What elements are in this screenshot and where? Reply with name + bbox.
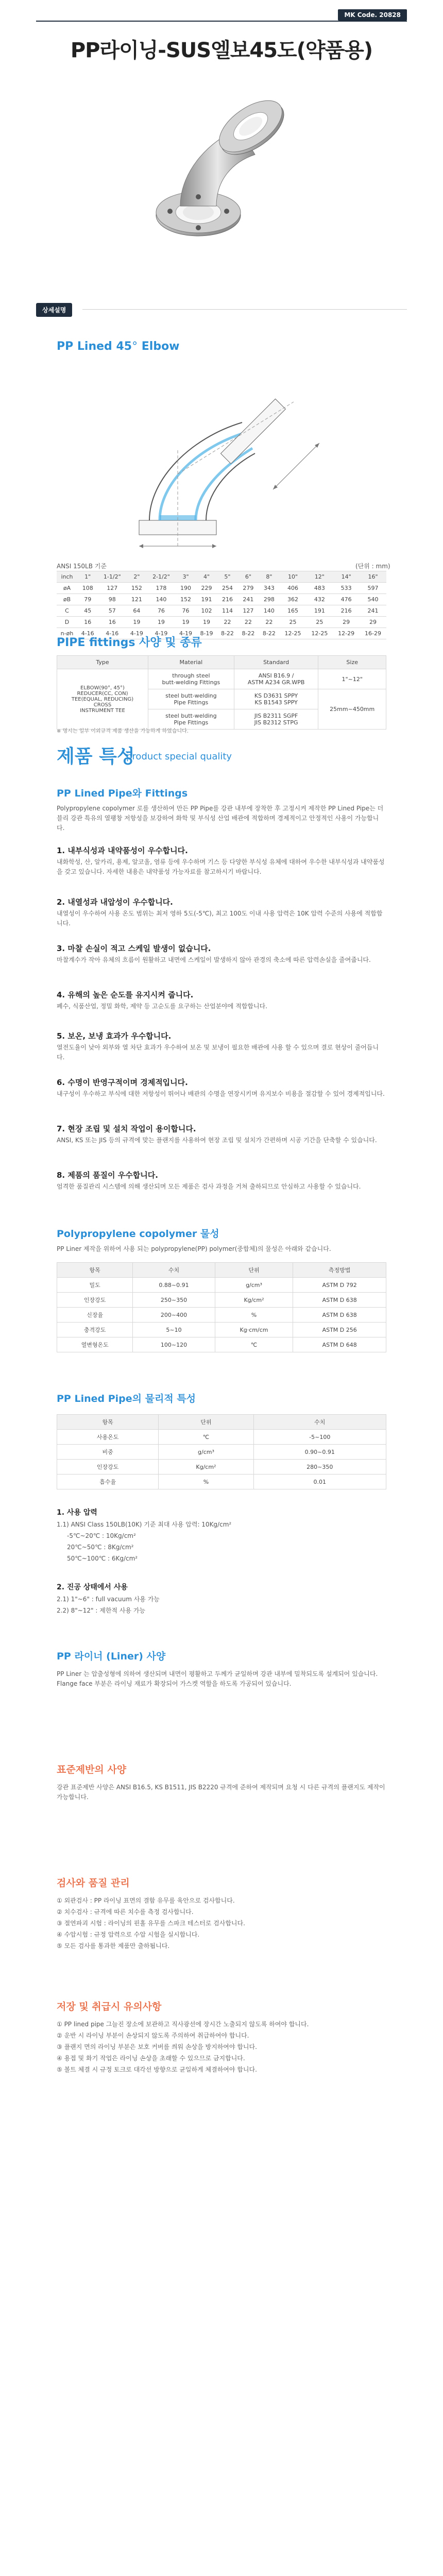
table-cell: g/cm³ — [215, 1278, 293, 1293]
feature-text: 마찰계수가 작아 유체의 흐름이 원활하고 내면에 스케일이 발생하지 않아 관경의 축소에 따른 압력손실을 줄여줍니다. — [57, 956, 371, 963]
table-cell: 79 — [77, 594, 98, 605]
mk-code-badge: MK Code. 20828 — [338, 9, 407, 21]
dimension-table — [57, 571, 386, 639]
table-cell: 229 — [196, 583, 217, 594]
table-header-cell: 12" — [306, 571, 333, 583]
vacuum-line: 2.1) 1"~6" : full vacuum 사용 가능 — [57, 1596, 160, 1603]
inspection-heading: 검사와 품질 관리 — [57, 1877, 130, 1889]
table-cell: 8-22 — [217, 628, 237, 639]
table-header-cell: 항목 — [57, 1263, 133, 1278]
table-row — [57, 669, 386, 689]
table-cell: ℃ — [159, 1430, 253, 1445]
table-cell: ASTM D 256 — [293, 1323, 386, 1337]
table-header-cell: 5" — [217, 571, 237, 583]
pp-copolymer-table — [57, 1262, 386, 1352]
table-cell: 사용온도 — [57, 1430, 159, 1445]
table-cell: ASTM D 648 — [293, 1337, 386, 1352]
table-row — [57, 605, 386, 617]
table-header-cell: 10" — [280, 571, 306, 583]
elbow-heading — [57, 340, 180, 353]
table-cell: 29 — [333, 617, 360, 628]
pp-copolymer-text: PP Liner 제작을 위하여 사용 되는 polypropylene(PP) polymer(중합체)의 물성은 아래와 같습니다. — [57, 1245, 331, 1252]
table-cell: 16 — [77, 617, 98, 628]
table-cell: 121 — [126, 594, 147, 605]
table-cell: -5~100 — [253, 1430, 386, 1445]
table-cell: 241 — [360, 605, 386, 617]
feature-title: 8. 제품의 품질이 우수합니다. — [57, 1171, 158, 1180]
table-cell: 241 — [238, 594, 259, 605]
table-cell: 298 — [259, 594, 279, 605]
table-row — [57, 594, 386, 605]
table-cell: 8-22 — [259, 628, 279, 639]
inspection-line: ⑤ 모든 검사를 통과한 제품만 출하됩니다. — [57, 1942, 170, 1950]
table-cell: 16-29 — [360, 628, 386, 639]
standard-text: 강관 표준제반 사양은 ANSI B16.5, KS B1511, JIS B2220 규격에 준하여 제작되며 요청 시 다른 규격의 플랜지도 제작이 가능합니다. — [57, 1784, 385, 1801]
storage-line: ① PP lined pipe 그늘진 장소에 보관하고 직사광선에 장시간 노출되지 않도록 하여야 합니다. — [57, 2021, 309, 2028]
table-cell: 108 — [77, 583, 98, 594]
table-row — [57, 1278, 386, 1293]
table-cell: 102 — [196, 605, 217, 617]
table-cell: 279 — [238, 583, 259, 594]
table-cell: 476 — [333, 594, 360, 605]
table-cell: 483 — [306, 583, 333, 594]
table-cell: 432 — [306, 594, 333, 605]
table-cell: 19 — [147, 617, 176, 628]
table-cell: 0.88~0.91 — [133, 1278, 215, 1293]
table-row — [57, 1308, 386, 1323]
table-row — [57, 617, 386, 628]
feature-title: 5. 보온, 보냉 효과가 우수합니다. — [57, 1031, 172, 1041]
product-hero-image — [149, 77, 294, 247]
storage-line: ④ 용접 및 화기 작업은 라이닝 손상을 초래할 수 있으므로 금지합니다. — [57, 2055, 245, 2062]
standard-heading: 표준제반의 사양 — [57, 1764, 127, 1775]
table-cell: n-øh — [57, 628, 77, 639]
table-cell: 인장강도 — [57, 1293, 133, 1308]
table-cell: 114 — [217, 605, 237, 617]
table-cell: 254 — [217, 583, 237, 594]
table-header-cell: Type — [57, 656, 148, 669]
table-row — [57, 1323, 386, 1337]
table-cell: steel butt-welding Pipe Fittings — [148, 709, 234, 730]
table-cell: ASTM D 792 — [293, 1278, 386, 1293]
pipe-fittings-heading: PIPE fittings 사양 및 종류 — [57, 636, 202, 649]
table-cell: 100~120 — [133, 1337, 215, 1352]
table-cell: 152 — [126, 583, 147, 594]
table-row — [57, 1293, 386, 1308]
dimension-table-caption: ANSI 150LB 기준 — [57, 563, 107, 570]
pipe-fittings-table — [57, 655, 386, 730]
pp-liner-text: PP Liner 는 압출성형에 의하여 생산되며 내면이 평활하고 두께가 균일하며 강관 내부에 밀착되도록 설계되어 있습니다. Flange face 부분은 라이닝 재료가 확장되어 가스켓 역할을 하도록 가공되어 있습니다. — [57, 1670, 378, 1687]
table-header-cell: 단위 — [215, 1263, 293, 1278]
table-header-cell: 수치 — [133, 1263, 215, 1278]
vacuum-heading: 2. 진공 상태에서 사용 — [57, 1583, 128, 1591]
vacuum-line: 2.2) 8"~12" : 제한적 사용 가능 — [57, 1607, 146, 1614]
table-cell: 140 — [259, 605, 279, 617]
feature-title: 3. 마찰 손실이 적고 스케일 발생이 없습니다. — [57, 944, 211, 953]
table-cell: 5~10 — [133, 1323, 215, 1337]
table-cell: ASTM D 638 — [293, 1293, 386, 1308]
pipe-fittings-table-header — [57, 656, 386, 669]
table-cell: 57 — [98, 605, 126, 617]
table-cell: øA — [57, 583, 77, 594]
table-cell: 22 — [238, 617, 259, 628]
table-cell: 8-22 — [238, 628, 259, 639]
table-header-cell: 측정방법 — [293, 1263, 386, 1278]
header-divider — [36, 21, 407, 22]
table-row — [57, 1337, 386, 1352]
table-cell: 1"~12" — [318, 669, 386, 689]
table-header-cell: 8" — [259, 571, 279, 583]
storage-line: ③ 플랜지 면의 라이닝 부분은 보호 커버를 씌워 손상을 방지하여야 합니다. — [57, 2043, 257, 2050]
table-cell: 165 — [280, 605, 306, 617]
pressure-line: 20℃~50℃ : 8Kg/cm² — [67, 1544, 134, 1551]
table-cell: ANSI B16.9 / ASTM A234 GR.WPB — [234, 669, 318, 689]
table-cell: 19 — [126, 617, 147, 628]
table-cell: 29 — [360, 617, 386, 628]
dimension-table-header — [57, 571, 386, 583]
feature-title: 4. 유해의 높은 순도를 유지시켜 줍니다. — [57, 990, 194, 999]
table-cell: C — [57, 605, 77, 617]
table-cell: g/cm³ — [159, 1445, 253, 1460]
table-cell: 비중 — [57, 1445, 159, 1460]
features-heading-en: product special quality — [126, 751, 232, 762]
table-row — [57, 1445, 386, 1460]
table-header-cell: 16" — [360, 571, 386, 583]
table-cell: 362 — [280, 594, 306, 605]
table-header-cell: inch — [57, 571, 77, 583]
elbow-heading-prefix: PP Lined 45 — [57, 340, 132, 353]
table-row — [57, 1460, 386, 1475]
table-cell: 64 — [126, 605, 147, 617]
table-row — [57, 1430, 386, 1445]
table-header-cell: 1-1/2" — [98, 571, 126, 583]
table-row — [57, 1475, 386, 1489]
feature-text: 내열성이 우수하여 사용 온도 범위는 최저 영하 5도(-5℃), 최고 100도 이내 사용 압력은 10K 압력 수준의 사용에 적합합니다. — [57, 910, 383, 927]
table-header-cell: Standard — [234, 656, 318, 669]
storage-line: ⑤ 볼트 체결 시 규정 토크로 대각선 방향으로 균일하게 체결하여야 합니다. — [57, 2066, 257, 2073]
table-cell: 8-19 — [196, 628, 217, 639]
table-cell: 140 — [147, 594, 176, 605]
pressure-heading: 1. 사용 압력 — [57, 1509, 97, 1517]
feature-text: 열전도율이 낮아 외부와 열 차단 효과가 우수하여 보온 및 보냉이 필요한 배관에 사용 할 수 있으며 결로 현상이 줄어듭니다. — [57, 1044, 379, 1061]
table-cell: øB — [57, 594, 77, 605]
table-cell: 343 — [259, 583, 279, 594]
table-header-cell: Size — [318, 656, 386, 669]
feature-title: 6. 수명이 반영구적이며 경제적입니다. — [57, 1078, 188, 1087]
feature-text: 내화학성, 산, 알카리, 용제, 알코올, 염류 등에 우수하며 기스 등 다양한 부식성 유체에 대하여 우수한 내부식성과 내약품성을 갖고 있습니다. 자세한 내용은 내약품성 가능자료를 참고하시기 바랍니다. — [57, 858, 385, 875]
table-cell: 250~350 — [133, 1293, 215, 1308]
table-cell: 4-19 — [147, 628, 176, 639]
table-cell: 178 — [147, 583, 176, 594]
table-cell: Kg/cm² — [159, 1460, 253, 1475]
table-cell: Kg/cm² — [215, 1293, 293, 1308]
table-header-cell: 2-1/2" — [147, 571, 176, 583]
table-cell: 200~400 — [133, 1308, 215, 1323]
table-cell: 12-25 — [306, 628, 333, 639]
table-cell: 19 — [175, 617, 196, 628]
table-cell: D — [57, 617, 77, 628]
pp-copolymer-heading: Polypropylene copolymer 물성 — [57, 1228, 219, 1240]
table-cell: 98 — [98, 594, 126, 605]
table-cell: % — [215, 1308, 293, 1323]
pp-lined-properties-table-header — [57, 1415, 386, 1430]
feature-text: ANSI, KS 또는 JIS 등의 규격에 맞는 플랜지를 사용하여 현장 조립 및 설치가 간편하며 시공 기간을 단축할 수 있습니다. — [57, 1137, 377, 1144]
table-cell: KS D3631 SPPY KS B1543 SPPY — [234, 689, 318, 709]
table-header-cell: 2" — [126, 571, 147, 583]
table-cell: 열변형온도 — [57, 1337, 133, 1352]
table-cell: steel butt-welding Pipe Fittings — [148, 689, 234, 709]
table-cell: 280~350 — [253, 1460, 386, 1475]
table-cell: 45 — [77, 605, 98, 617]
table-cell: 76 — [147, 605, 176, 617]
table-cell: 22 — [217, 617, 237, 628]
feature-title: 1. 내부식성과 내약품성이 우수합니다. — [57, 846, 188, 855]
table-cell: 19 — [196, 617, 217, 628]
table-cell: through steel butt-welding Fittings — [148, 669, 234, 689]
table-header-cell: 6" — [238, 571, 259, 583]
table-cell: 191 — [196, 594, 217, 605]
pipe-fittings-note: ※ 명시는 일부 이외규격 제품 생산을 가능하게 하였습니다. — [57, 728, 189, 734]
table-cell: 25mm~450mm — [318, 689, 386, 730]
table-header-cell: 1" — [77, 571, 98, 583]
page-title: PP라이닝-SUS엘보45도(약품용) — [70, 39, 373, 62]
pp-lined-intro-text: Polypropylene copolymer 로를 생산하여 만든 PP Pipe를 강관 내부에 장착한 후 고정시켜 제작한 PP Lined Pipe는 더블리 강관 특유의 열팽창 저항성을 보강하여 화학 및 부식성 산업 배관에 적합하며 경제적이고 안정적인 사용이 가능합니다. — [57, 805, 384, 832]
pp-copolymer-table-header — [57, 1263, 386, 1278]
table-header-cell: 수치 — [253, 1415, 386, 1430]
table-cell: 191 — [306, 605, 333, 617]
pp-lined-properties-table — [57, 1414, 386, 1489]
elbow-dimension-drawing — [77, 371, 366, 562]
table-cell: 16 — [98, 617, 126, 628]
table-cell: JIS B2311 SGPF JIS B2312 STPG — [234, 709, 318, 730]
table-header-cell: 4" — [196, 571, 217, 583]
table-cell: ELBOW(90°, 45°) REDUCER(CC, CON) TEE(EQUAL, REDUCING) CROSS INSTRUMENT TEE — [57, 669, 148, 730]
table-cell: 충격강도 — [57, 1323, 133, 1337]
pressure-line: 50℃~100℃ : 6Kg/cm² — [67, 1555, 138, 1562]
inspection-line: ② 치수검사 : 규격에 따른 치수를 측정 검사합니다. — [57, 1908, 194, 1916]
table-header-cell: Material — [148, 656, 234, 669]
table-cell: 406 — [280, 583, 306, 594]
table-header-cell: 항목 — [57, 1415, 159, 1430]
table-cell: 0.01 — [253, 1475, 386, 1489]
table-cell: 밀도 — [57, 1278, 133, 1293]
feature-title: 2. 내열성과 내압성이 우수합니다. — [57, 897, 173, 907]
storage-line: ② 운반 시 라이닝 부분이 손상되지 않도록 주의하여 취급하여야 합니다. — [57, 2032, 249, 2039]
table-cell: 152 — [175, 594, 196, 605]
table-row — [57, 583, 386, 594]
table-header-cell: 14" — [333, 571, 360, 583]
table-cell: 25 — [306, 617, 333, 628]
storage-heading: 저장 및 취급시 유의사항 — [57, 2001, 162, 2012]
pressure-line: 1.1) ANSI Class 150LB(10K) 기준 최대 사용 압력: 10Kg/cm² — [57, 1521, 232, 1528]
dimension-table-unit: (단위 : mm) — [355, 563, 390, 570]
table-cell: 0.90~0.91 — [253, 1445, 386, 1460]
table-cell: 216 — [333, 605, 360, 617]
table-cell: 12-29 — [333, 628, 360, 639]
table-cell: 4-16 — [98, 628, 126, 639]
features-heading: 제품 특성 — [57, 746, 135, 767]
table-cell: 25 — [280, 617, 306, 628]
table-cell: 540 — [360, 594, 386, 605]
elbow-heading-suffix: Elbow — [141, 340, 180, 353]
table-cell: 인장강도 — [57, 1460, 159, 1475]
table-cell: % — [159, 1475, 253, 1489]
table-cell: ASTM D 638 — [293, 1308, 386, 1323]
section-divider — [82, 309, 407, 310]
detail-section-label: 상세설명 — [36, 303, 72, 317]
table-header-cell: 3" — [175, 571, 196, 583]
table-cell: 216 — [217, 594, 237, 605]
feature-title: 7. 현장 조립 및 설치 작업이 용이합니다. — [57, 1124, 196, 1133]
table-header-cell: 단위 — [159, 1415, 253, 1430]
table-cell: 12-25 — [280, 628, 306, 639]
table-cell: 4-19 — [175, 628, 196, 639]
table-cell: 흡수율 — [57, 1475, 159, 1489]
pp-lined-intro-heading: PP Lined Pipe와 Fittings — [57, 788, 188, 799]
table-cell: 127 — [238, 605, 259, 617]
table-cell: 597 — [360, 583, 386, 594]
table-cell: 22 — [259, 617, 279, 628]
table-cell: ℃ — [215, 1337, 293, 1352]
pp-liner-heading: PP 라이너 (Liner) 사양 — [57, 1651, 166, 1662]
degree-symbol: ° — [132, 340, 138, 353]
pressure-line: -5℃~20℃ : 10Kg/cm² — [67, 1532, 136, 1539]
pp-lined-properties-heading: PP Lined Pipe의 물리적 특성 — [57, 1393, 196, 1404]
table-cell: 190 — [175, 583, 196, 594]
table-cell: 4-16 — [77, 628, 98, 639]
feature-text: 내구성이 우수하고 부식에 대한 저항성이 뛰어나 배관의 수명을 연장시키며 유지보수 비용을 절감할 수 있어 경제적입니다. — [57, 1090, 385, 1097]
inspection-line: ① 외관검사 : PP 라이닝 표면의 결함 유무를 육안으로 검사합니다. — [57, 1897, 235, 1904]
table-cell: 127 — [98, 583, 126, 594]
table-cell: Kg·cm/cm — [215, 1323, 293, 1337]
table-cell: 533 — [333, 583, 360, 594]
inspection-line: ④ 수압시험 : 규정 압력으로 수압 시험을 실시합니다. — [57, 1931, 200, 1938]
feature-text: 폐수, 식품산업, 정밀 화학, 제약 등 고순도를 요구하는 산업분야에 적합합니다. — [57, 1003, 267, 1010]
table-cell: 신장율 — [57, 1308, 133, 1323]
feature-text: 엄격한 품질관리 시스템에 의해 생산되며 모든 제품은 검사 과정을 거쳐 출하되므로 안심하고 사용할 수 있습니다. — [57, 1183, 361, 1190]
inspection-line: ③ 절연파괴 시험 : 라이닝의 핀홀 유무를 스파크 테스터로 검사합니다. — [57, 1920, 245, 1927]
table-cell: 76 — [175, 605, 196, 617]
table-cell: 4-19 — [126, 628, 147, 639]
